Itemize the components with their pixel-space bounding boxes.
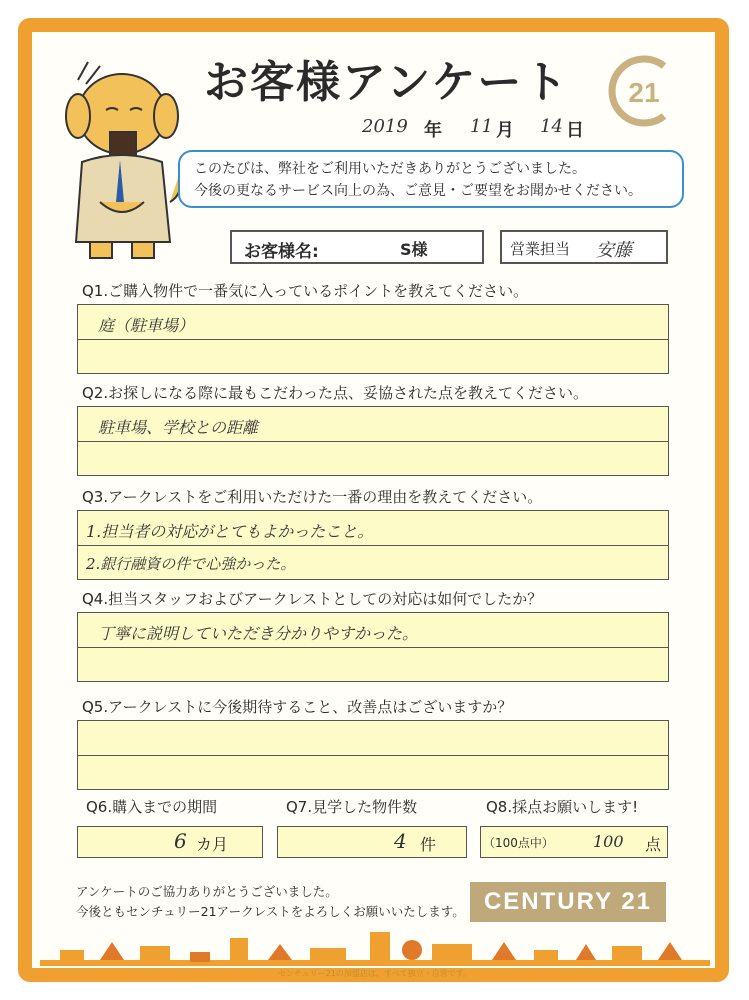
answer-3-line-2: 2.銀行融資の件で心強かった。 bbox=[86, 555, 296, 573]
century21-logo bbox=[604, 52, 682, 130]
answer-7-unit: 件 bbox=[420, 835, 437, 854]
closing-line-1: アンケートのご協力ありがとうございました。 bbox=[76, 884, 338, 899]
sales-rep-value: 安藤 bbox=[596, 240, 632, 261]
answer-3-box bbox=[77, 510, 669, 580]
date-day: 14 bbox=[540, 116, 563, 137]
question-5: Q5.アークレストに今後期待すること、改善点はございますか？ bbox=[82, 698, 513, 716]
greeting-line-1: このたびは、弊社をご利用いただきありがとうございました。 bbox=[194, 161, 586, 177]
question-8-label: Q8.採点お願いします! bbox=[486, 798, 639, 816]
answer-2-box bbox=[77, 406, 669, 476]
date-day-label: 日 bbox=[566, 120, 584, 141]
closing-line-2: 今後ともセンチュリー21アークレストをよろしくお願いいたします。 bbox=[76, 904, 465, 919]
answer-5-box bbox=[77, 720, 669, 790]
greeting-line-2: 今後の更なるサービス向上の為、ご意見・ご要望をお聞かせください。 bbox=[194, 183, 642, 199]
customer-name-box bbox=[230, 230, 484, 264]
answer-4-box bbox=[77, 612, 669, 682]
customer-name-value: S様 bbox=[400, 240, 428, 259]
answer-1-box bbox=[77, 304, 669, 374]
answer-7-value: 4 bbox=[394, 829, 407, 853]
answer-3-line-1: 1.担当者の対応がとてもよかったこと。 bbox=[86, 522, 374, 541]
question-4: Q4.担当スタッフおよびアークレストとしての対応は如何でしたか？ bbox=[82, 590, 543, 608]
answer-8-unit: 点 bbox=[645, 835, 662, 854]
question-1: Q1.ご購入物件で一番気に入っているポイントを教えてください。 bbox=[82, 282, 529, 300]
question-7-label: Q7.見学した物件数 bbox=[286, 798, 418, 816]
date-month-label: 月 bbox=[496, 120, 514, 141]
town-illustration bbox=[40, 930, 710, 966]
closing-message bbox=[76, 882, 465, 922]
question-2: Q2.お探しになる際に最もこだわった点、妥協された点を教えてください。 bbox=[82, 384, 588, 402]
date-year: 2019 bbox=[362, 116, 408, 137]
logo-number: 21 bbox=[628, 77, 660, 108]
greeting-bubble bbox=[178, 150, 684, 208]
survey-title: お客様アンケート bbox=[204, 57, 570, 108]
answer-6-box bbox=[77, 826, 263, 858]
answer-8-prefix: （100点中） bbox=[483, 836, 554, 850]
question-6-label: Q6.購入までの期間 bbox=[86, 798, 218, 816]
mascot-dog-illustration bbox=[60, 52, 190, 262]
answer-7-box bbox=[277, 826, 467, 858]
question-3: Q3.アークレストをご利用いただけた一番の理由を教えてください。 bbox=[82, 488, 543, 506]
answer-6-unit: カ月 bbox=[196, 835, 229, 854]
century21-brand-bar: CENTURY 21 bbox=[470, 882, 666, 922]
customer-name-label: お客様名: bbox=[244, 242, 319, 262]
footer-note: センチュリー21の加盟店は、すべて独立・自営です。 bbox=[277, 969, 472, 978]
answer-6-value: 6 bbox=[174, 829, 187, 853]
answer-2-line-1: 駐車場、学校との距離 bbox=[98, 418, 259, 437]
answer-8-box bbox=[480, 826, 668, 858]
sales-rep-label: 営業担当 bbox=[510, 240, 571, 258]
sales-rep-box bbox=[500, 230, 668, 264]
date-year-label: 年 bbox=[424, 120, 442, 141]
answer-8-value: 100 bbox=[593, 832, 624, 851]
answer-1-line-1: 庭（駐車場） bbox=[98, 316, 195, 335]
answer-4-line-1: 丁寧に説明していただき分かりやすかった。 bbox=[98, 624, 419, 643]
date-month: 11 bbox=[470, 116, 493, 137]
